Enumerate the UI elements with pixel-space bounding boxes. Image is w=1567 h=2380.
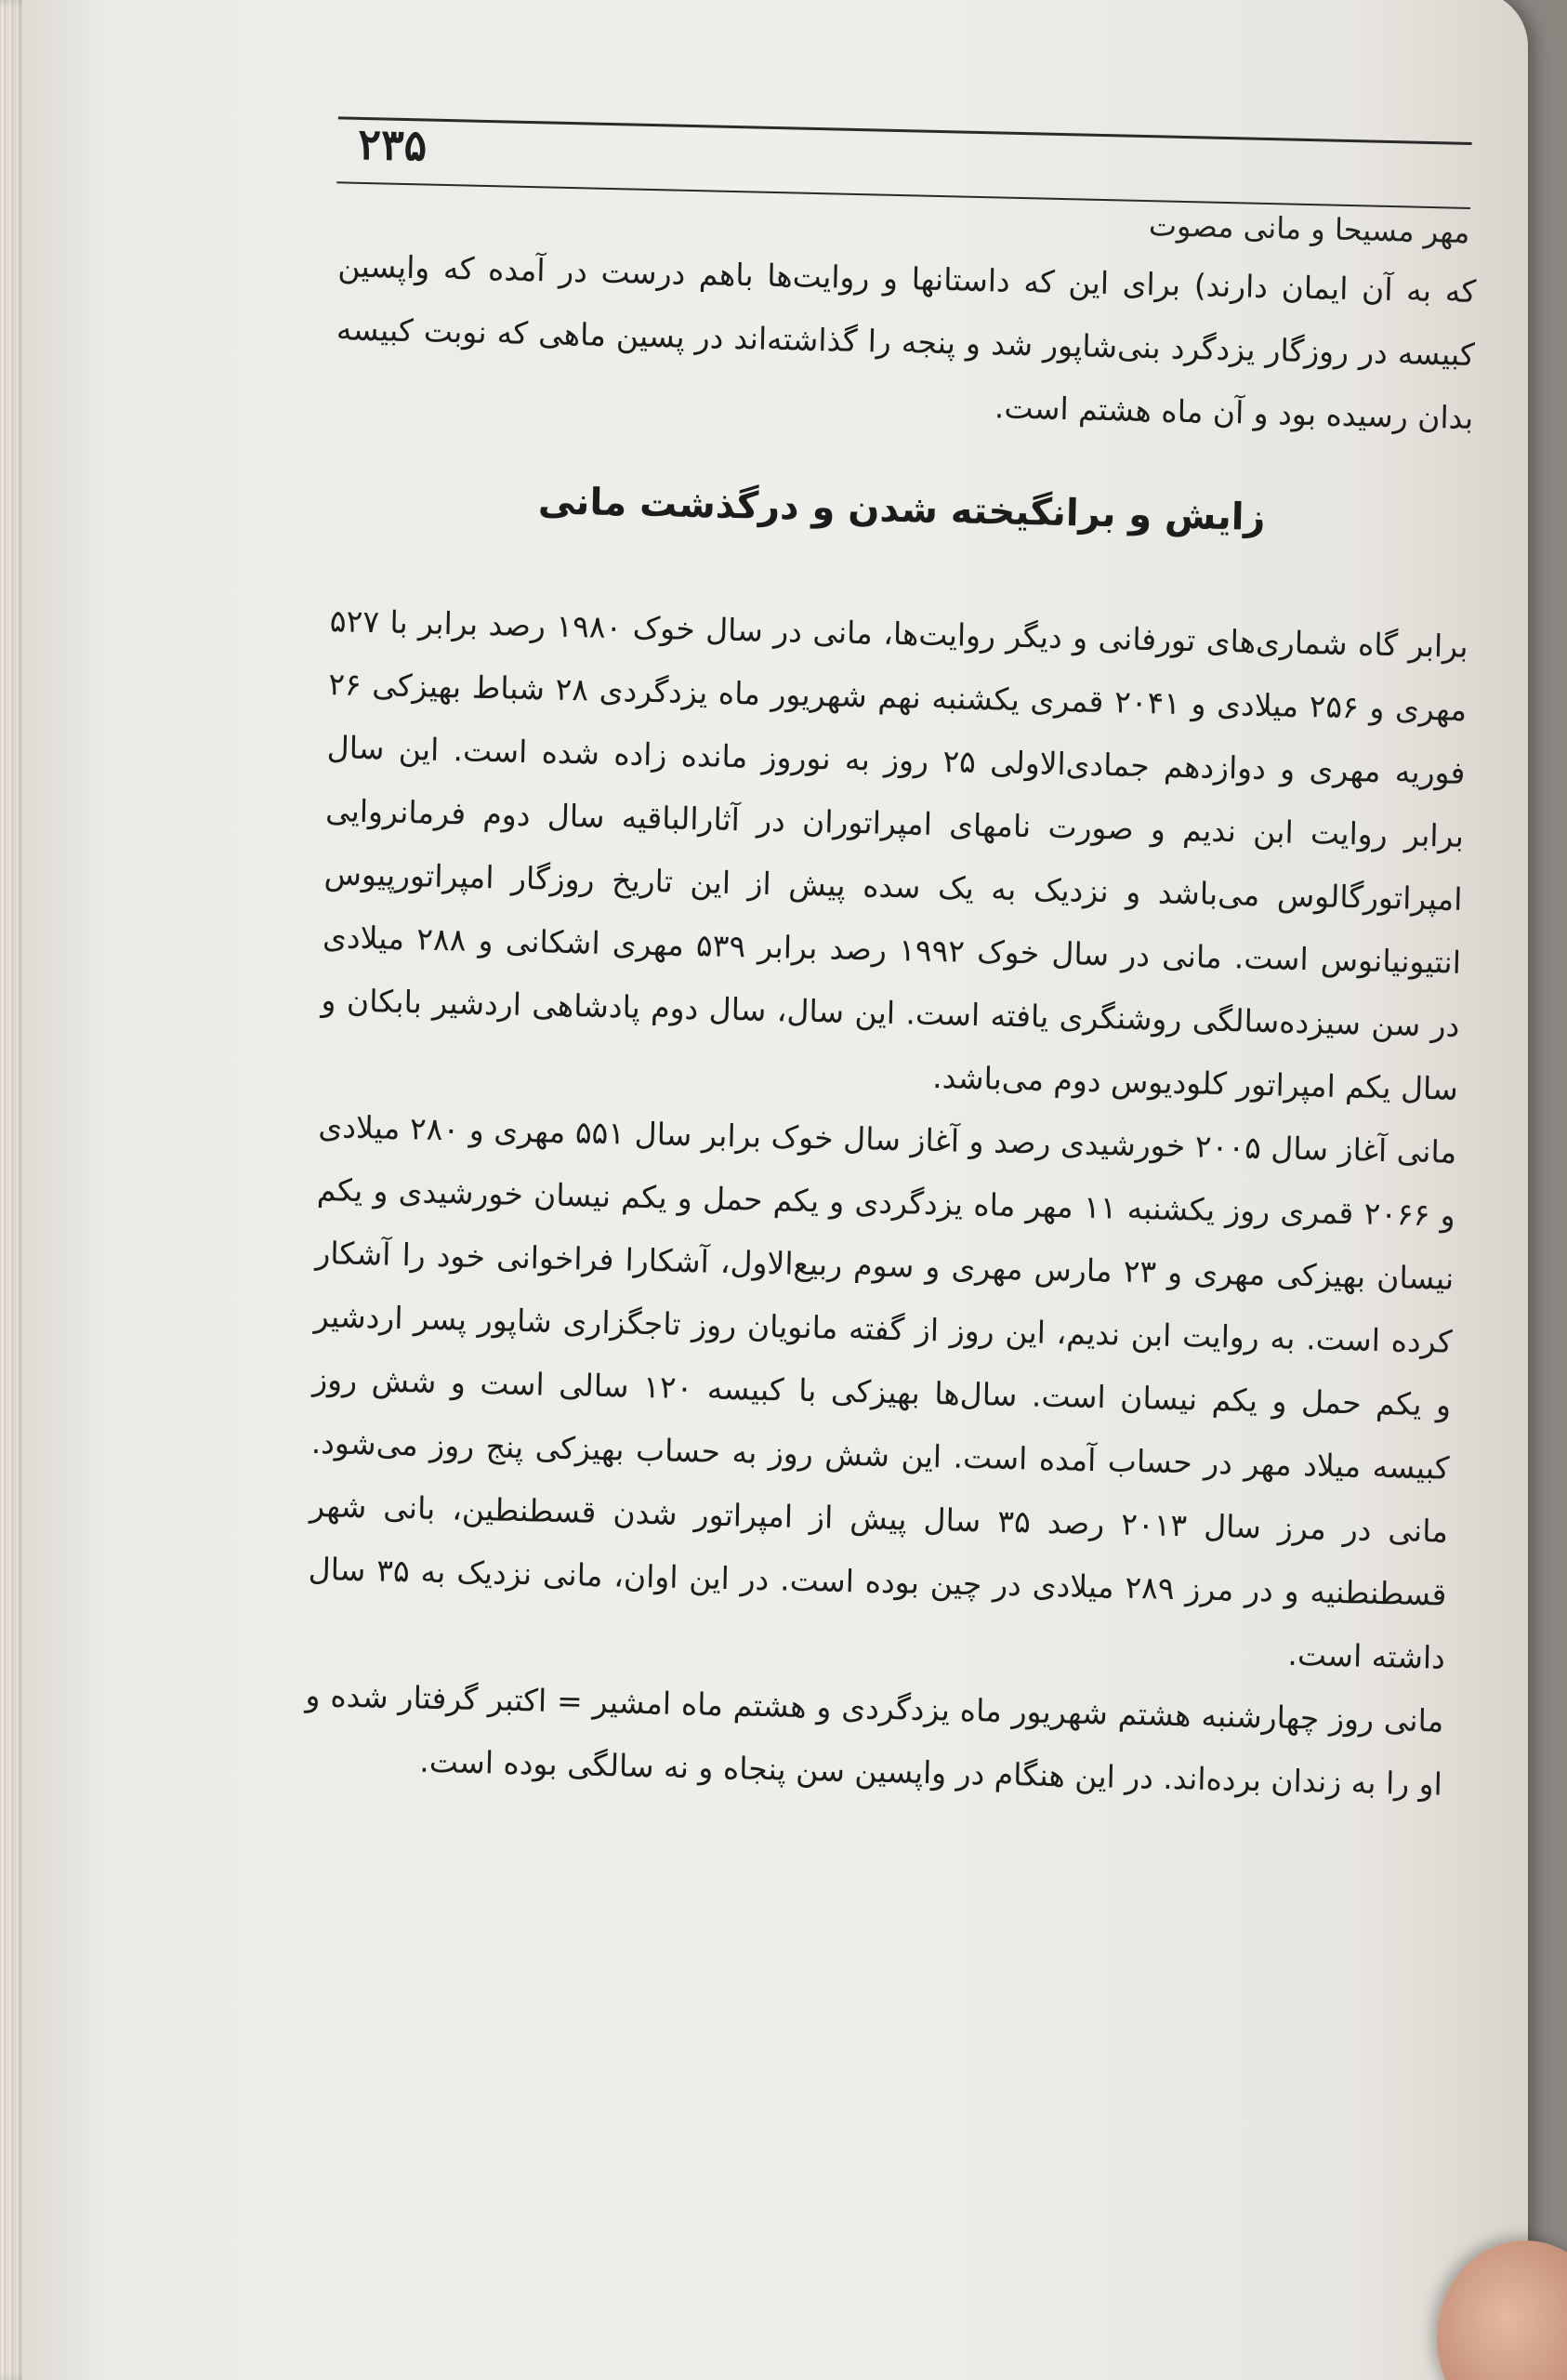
paragraph-3: مانی روز چهارشنبه هشتم شهریور ماه یزدگردی و هشتم ماه امشیر = اکتبر گرفتار شده و او را به زندان برده‌اند. در این هنگام در واپسین سن پنجاه و نه سالگی بوده است. bbox=[305, 1676, 1444, 1803]
section-title: زایش و برانگیخته شدن و درگذشت مانی bbox=[537, 480, 1267, 539]
running-head: مهر مسیحا و مانی مصوت bbox=[1148, 207, 1470, 250]
intro-paragraph: که به آن ایمان دارند) برای این که داستانها و روایت‌ها باهم درست در آمده که واپسین کبیسه در روزگار یزدگرد بنی‌شاپور شد و پنجه را گذاشته‌اند در پسین ماهی که نوبت کبیسه بدان رسیده بود و آن ماه هشتم است. bbox=[336, 247, 1477, 436]
header-rule-bottom bbox=[336, 181, 1470, 209]
page-body bbox=[303, 234, 1477, 1816]
paragraph-1: برابر گاه شماری‌های تورفانی و دیگر روایت‌ها، مانی در سال خوک ۱۹۸۰ رصد برابر با ۵۲۷ مهری و ۲۵۶ میلادی و ۲۰۴۱ قمری یکشنبه نهم شهریور ماه یزدگردی ۲۸ شباط بهیزکی ۲۶ فوریه مهری و دوازدهم جمادی‌الاولی ۲۵ روز به نوروز مانده زاده شده است. این سال برابر روایت ابن ندیم و صورت نامهای امپراتوران در آثارالباقیه سال دوم فرمانروایی امپراتورگالوس می‌باشد و نزدیک به یک سده پیش از این تاریخ روزگار امپراتورپیوس انتیونیانوس است. مانی در سال خوک ۱۹۹۲ رصد برابر ۵۳۹ مهری اشکانی و ۲۸۸ میلادی در سن سیزده‌سالگی روشنگری یافته است. این سال، سال دوم پادشاهی اردشیر بابکان و سال یکم امپراتور کلودیوس دوم می‌باشد. bbox=[321, 602, 1469, 1107]
paragraph-2: مانی آغاز سال ۲۰۰۵ خورشیدی رصد و آغاز سال خوک برابر سال ۵۵۱ مهری و ۲۸۰ میلادی و ۲۰۶۶ قمری روز یکشنبه ۱۱ مهر ماه یزدگردی و یکم حمل و یکم نیسان خورشیدی و یکم نیسان بهیزکی مهری و ۲۳ مارس مهری و سوم ربیع‌الاول، آشکارا فراخوانی خود را آشکار کرده است. به روایت ابن ندیم، این روز از گفته مانویان روز تاجگزاری شاپور پسر اردشیر و یکم حمل و یکم نیسان است. سال‌ها بهیزکی با کبیسه ۱۲۰ سالی است و شش روز کبیسه میلاد مهر در حساب آمده است. این شش روز به حساب بهیزکی پنج روز می‌شود. مانی در مرز سال ۲۰۱۳ رصد ۳۵ سال پیش از امپراتور شدن قسطنطین، بانی شهر قسطنطنیه و در مرز ۲۸۹ میلادی در چین بوده است. در این اوان، مانی نزدیک به ۳۵ سال داشته است. bbox=[308, 1107, 1457, 1676]
page-header bbox=[338, 99, 1472, 250]
header-rule-top bbox=[338, 116, 1472, 145]
page-number: ۲۳۵ bbox=[357, 118, 428, 171]
book-page bbox=[22, 0, 1528, 2380]
